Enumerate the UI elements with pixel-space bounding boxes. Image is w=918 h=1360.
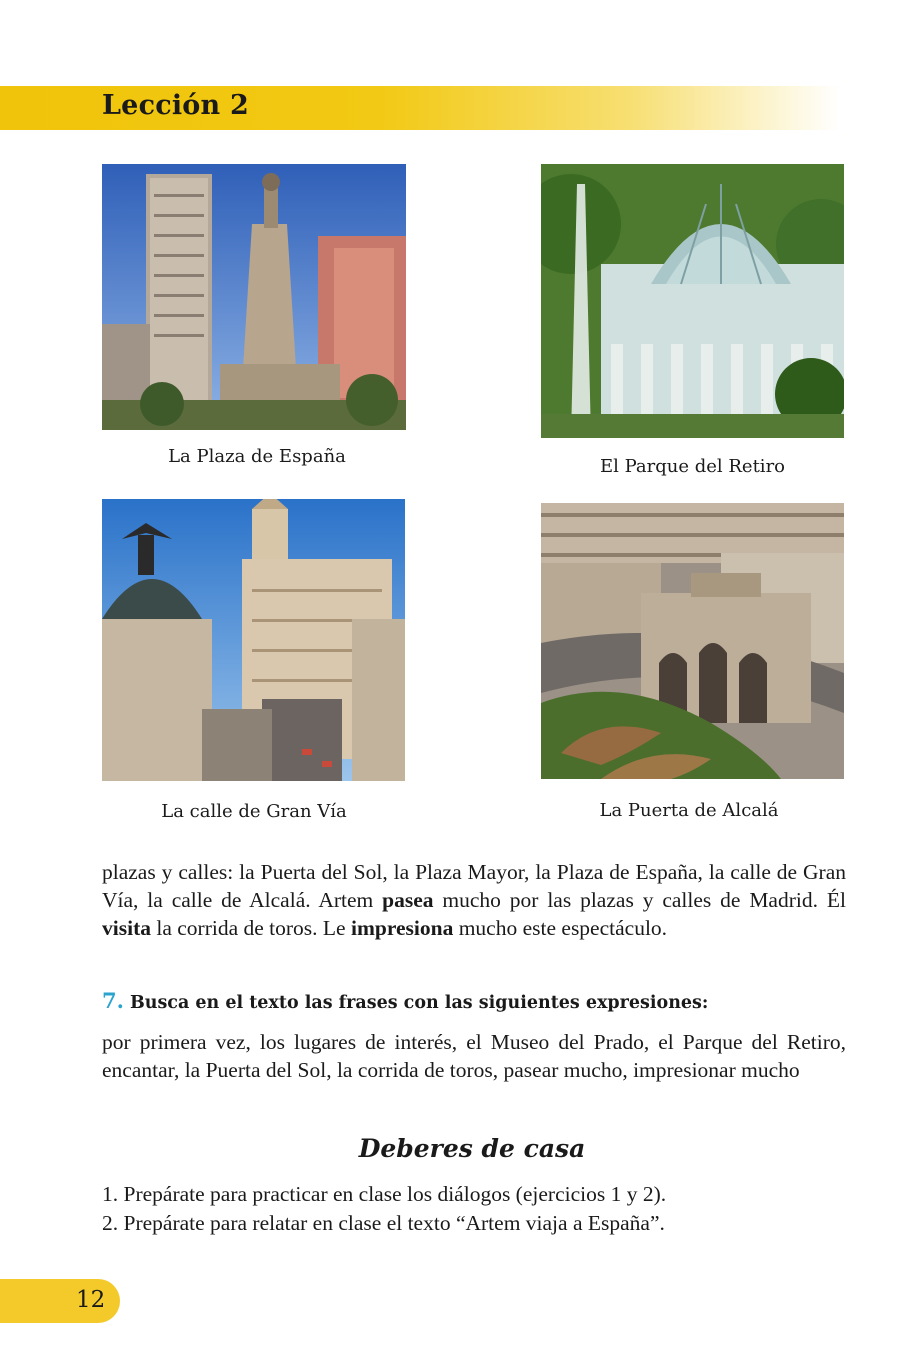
photo-puerta-de-alcala [541, 503, 844, 779]
caption-plaza-de-espana: La Plaza de España [168, 446, 346, 467]
paragraph-text-1: plazas y calles: la Puerta del Sol, la Plaza Mayor, la Plaza de España, la calle de Gran Vía, la calle de Alcalá. Artem [102, 860, 846, 912]
keyword-visita: visita [102, 916, 151, 940]
keyword-pasea: pasea [382, 888, 434, 912]
paragraph-text-4: mucho este espectáculo. [453, 916, 668, 940]
caption-parque-del-retiro: El Parque del Retiro [599, 456, 786, 477]
reading-paragraph [102, 858, 846, 942]
lesson-title: Lección 2 [102, 90, 249, 121]
exercise-number: 7. [102, 988, 124, 1013]
homework-list [102, 1180, 862, 1238]
keyword-impresiona: impresiona [350, 916, 454, 940]
paragraph-text-2: mucho por las plazas y calles de Madrid. Él [433, 888, 846, 912]
caption-calle-de-gran-via: La calle de Gran Vía [161, 801, 347, 822]
paragraph-text-3: la corrida de toros. Le [150, 916, 351, 940]
photo-calle-de-gran-via [102, 499, 405, 781]
exercise-7-heading [102, 988, 846, 1013]
homework-title: Deberes de casa [358, 1134, 586, 1163]
photo-parque-del-retiro [541, 164, 844, 438]
homework-item: 1. Prepárate para practicar en clase los diálogos (ejercicios 1 y 2). [102, 1182, 667, 1206]
exercise-expressions: por primera vez, los lugares de interés, el Museo del Prado, el Parque del Retiro, encantar, la Puerta del Sol, la corrida de toros, pasear mucho, impresionar mucho [102, 1030, 846, 1082]
photo-plaza-de-espana [102, 164, 406, 430]
homework-item: 2. Prepárate para relatar en clase el texto “Artem viaja a España”. [102, 1211, 665, 1235]
caption-puerta-de-alcala: La Puerta de Alcalá [599, 800, 779, 821]
exercise-instruction: Busca en el texto las frases con las siguientes expresiones: [129, 993, 709, 1013]
page-number: 12 [76, 1287, 106, 1313]
